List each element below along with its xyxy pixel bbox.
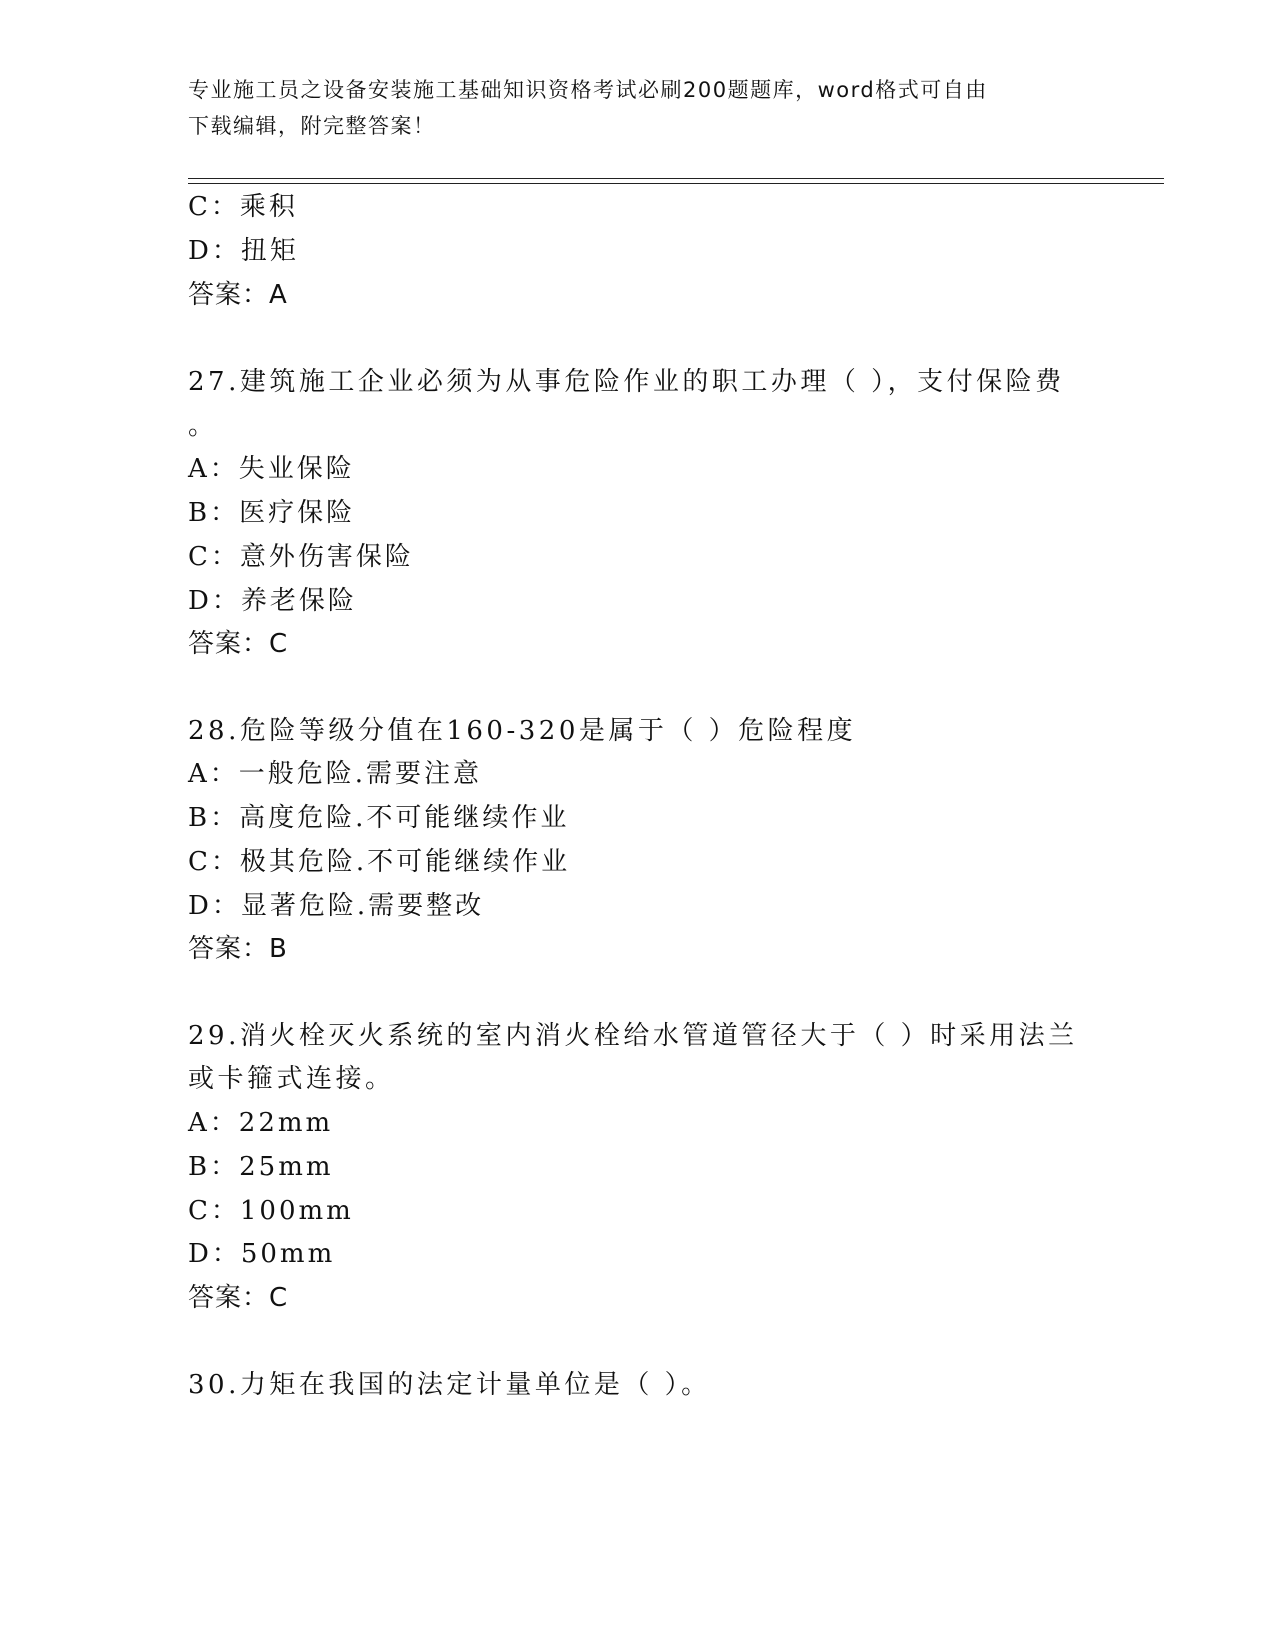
q28-option-d: D：显著危险.需要整改 [188,891,485,921]
header-divider-bottom [188,183,1164,184]
q28-option-c: C：极其危险.不可能继续作业 [188,847,571,877]
q29-stem-line-1: 29.消火栓灭火系统的室内消火栓给水管道管径大于（ ）时采用法兰 [188,1021,1078,1051]
q26-option-d: D：扭矩 [188,236,299,266]
q28-option-b: B：高度危险.不可能继续作业 [188,803,570,833]
q29-option-a: A：22mm [188,1108,334,1138]
q26-option-c: C：乘积 [188,192,298,222]
q30-stem: 30.力矩在我国的法定计量单位是（ ）。 [188,1370,711,1400]
q27-option-b: B：医疗保险 [188,498,356,528]
document-header [188,72,1068,144]
q29-option-c: C：100mm [188,1196,354,1226]
q29-option-d: D：50mm [188,1239,336,1269]
header-title-line-2: 下载编辑，附完整答案！ [188,114,436,138]
q27-option-d: D：养老保险 [188,586,357,616]
q28-answer: 答案：B [188,934,288,964]
header-title-line-1: 专业施工员之设备安装施工基础知识资格考试必刷200题题库，word格式可自由 [188,78,988,102]
q29-stem-line-2: 或卡箍式连接。 [188,1064,395,1094]
q27-answer: 答案：C [188,629,289,659]
q27-stem-line-2: 。 [188,411,218,441]
q26-answer: 答案：A [188,280,288,310]
q27-stem-line-1: 27.建筑施工企业必须为从事危险作业的职工办理（ ），支付保险费 [188,367,1065,397]
q27-option-a: A：失业保险 [188,454,355,484]
q27-option-c: C：意外伤害保险 [188,542,414,572]
header-divider-top [188,178,1164,179]
q28-stem: 28.危险等级分值在160-320是属于（ ）危险程度 [188,716,857,746]
q28-option-a: A：一般危险.需要注意 [188,759,483,789]
q29-option-b: B：25mm [188,1152,334,1182]
q29-answer: 答案：C [188,1283,289,1313]
